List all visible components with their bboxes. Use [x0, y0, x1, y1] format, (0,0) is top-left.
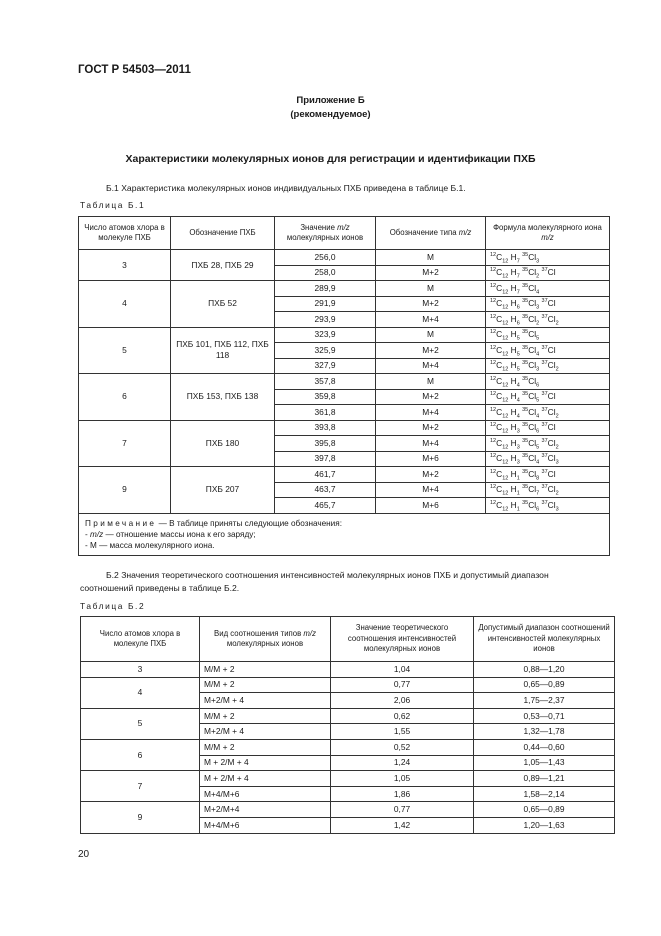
cell-allowed-range: 1,75—2,37: [474, 693, 615, 709]
cell-ion-formula: $^{12}C_{12}$ $H_7$ $^{35}Cl_4$: [486, 281, 610, 297]
cell-ratio-kind: M/M + 2: [200, 662, 331, 678]
cell-allowed-range: 1,32—1,78: [474, 724, 615, 740]
cell-chlorine-count: 9: [79, 467, 171, 514]
col-header-designation: Обозначение ПХБ: [171, 217, 275, 250]
col-header-range: Допустимый диапазон соотношений интенсивностей молекулярных ионов: [474, 617, 615, 662]
cell-theory-value: 1,24: [331, 755, 474, 771]
cell-ion-formula: $^{12}C_{12}$ $H_6$ $^{35}Cl_3$ $^{37}$Cl: [486, 296, 610, 312]
cell-ratio-kind: M+2/M+4: [200, 802, 331, 818]
cell-allowed-range: 0,44—0,60: [474, 739, 615, 755]
col-header-chlorine: Число атомов хлора в молекуле ПХБ: [79, 217, 171, 250]
cell-ion-formula: $^{12}C_{12}$ $H_3$ $^{35}Cl_4$ $^{37}Cl_3$: [486, 451, 610, 467]
appendix-title: Приложение Б: [296, 95, 365, 106]
col-header-formula: Формула молекулярного иона m/z: [486, 217, 610, 250]
cell-ratio-kind: M/M + 2: [200, 677, 331, 693]
cell-mz-value: 289,9: [275, 281, 376, 297]
cell-mz-value: 293,9: [275, 312, 376, 328]
cell-pcb-designation: ПХБ 28, ПХБ 29: [171, 250, 275, 281]
cell-ion-type: M+2: [376, 296, 486, 312]
cell-ion-formula: $^{12}C_{12}$ $H_7$ $^{35}Cl_2$ $^{37}$Cl: [486, 265, 610, 281]
cell-ion-formula: $^{12}C_{12}$ $H_4$ $^{35}Cl_6$: [486, 374, 610, 390]
cell-allowed-range: 0,53—0,71: [474, 708, 615, 724]
cell-theory-value: 0,52: [331, 739, 474, 755]
cell-ion-type: M: [376, 281, 486, 297]
table-row: [79, 327, 610, 343]
cell-allowed-range: 1,05—1,43: [474, 755, 615, 771]
cell-mz-value: 323,9: [275, 327, 376, 343]
cell-ratio-kind: M+2/M + 4: [200, 693, 331, 709]
table-row: [81, 662, 615, 678]
cell-ion-formula: $^{12}C_{12}$ $H_4$ $^{35}Cl_5$ $^{37}$Cl: [486, 389, 610, 405]
cell-allowed-range: 1,58—2,14: [474, 786, 615, 802]
cell-chlorine-count: 6: [79, 374, 171, 421]
cell-chlorine-count: 3: [79, 250, 171, 281]
cell-mz-value: 361,8: [275, 405, 376, 421]
cell-theory-value: 0,77: [331, 802, 474, 818]
cell-chlorine-count: 4: [81, 677, 200, 708]
cell-pcb-designation: ПХБ 52: [171, 281, 275, 328]
cell-pcb-designation: ПХБ 207: [171, 467, 275, 514]
cell-chlorine-count: 7: [79, 420, 171, 467]
cell-ion-formula: $^{12}C_{12}$ $H_1$ $^{35}Cl_7$ $^{37}Cl_2$: [486, 482, 610, 498]
table-b1-note: Примечание — В таблице приняты следующие обозначения: - m/z — отношение массы иона к его заряду; - M — масса молекулярного иона.: [79, 513, 610, 555]
cell-ion-formula: $^{12}C_{12}$ $H_1$ $^{35}Cl_8$ $^{37}$Cl: [486, 467, 610, 483]
cell-theory-value: 0,62: [331, 708, 474, 724]
cell-mz-value: 397,8: [275, 451, 376, 467]
table-b1-caption: Таблица Б.1: [80, 200, 146, 210]
table-row: [79, 250, 610, 266]
cell-ion-type: M: [376, 374, 486, 390]
cell-ion-type: M+2: [376, 420, 486, 436]
cell-mz-value: 327,9: [275, 358, 376, 374]
cell-ion-formula: $^{12}C_{12}$ $H_3$ $^{35}Cl_6$ $^{37}$Cl: [486, 420, 610, 436]
cell-ratio-kind: M + 2/M + 4: [200, 755, 331, 771]
cell-mz-value: 359,8: [275, 389, 376, 405]
cell-ion-type: M+4: [376, 436, 486, 452]
cell-chlorine-count: 5: [79, 327, 171, 374]
paragraph-b1: Б.1 Характеристика молекулярных ионов индивидуальных ПХБ приведена в таблице Б.1.: [106, 183, 466, 193]
cell-ion-formula: $^{12}C_{12}$ $H_5$ $^{35}Cl_3$ $^{37}Cl_2$: [486, 358, 610, 374]
cell-theory-value: 1,55: [331, 724, 474, 740]
cell-chlorine-count: 7: [81, 771, 200, 802]
cell-pcb-designation: ПХБ 153, ПХБ 138: [171, 374, 275, 421]
appendix-status: (рекомендуемое): [290, 109, 371, 120]
cell-ion-type: M+4: [376, 482, 486, 498]
cell-ion-type: M+2: [376, 343, 486, 359]
cell-mz-value: 258,0: [275, 265, 376, 281]
cell-chlorine-count: 9: [81, 802, 200, 833]
cell-mz-value: 325,9: [275, 343, 376, 359]
table-b2: [80, 616, 615, 834]
table-row: [79, 281, 610, 297]
page-number: 20: [78, 849, 90, 860]
cell-ion-formula: $^{12}C_{12}$ $H_4$ $^{35}Cl_4$ $^{37}Cl_2$: [486, 405, 610, 421]
cell-pcb-designation: ПХБ 101, ПХБ 112, ПХБ 118: [171, 327, 275, 374]
cell-chlorine-count: 6: [81, 739, 200, 770]
cell-chlorine-count: 5: [81, 708, 200, 739]
cell-theory-value: 0,77: [331, 677, 474, 693]
cell-mz-value: 461,7: [275, 467, 376, 483]
cell-ion-formula: $^{12}C_{12}$ $H_6$ $^{35}Cl_2$ $^{37}Cl_2$: [486, 312, 610, 328]
cell-ion-type: M+6: [376, 498, 486, 514]
cell-ion-type: M+4: [376, 358, 486, 374]
cell-theory-value: 1,04: [331, 662, 474, 678]
cell-ion-type: M+2: [376, 265, 486, 281]
cell-mz-value: 465,7: [275, 498, 376, 514]
cell-ion-formula: $^{12}C_{12}$ $H_1$ $^{35}Cl_6$ $^{37}Cl_3$: [486, 498, 610, 514]
table-row: [81, 708, 615, 724]
table-row: [79, 467, 610, 483]
cell-ratio-kind: M/M + 2: [200, 739, 331, 755]
cell-ratio-kind: M+4/M+6: [200, 786, 331, 802]
col-header-mz: Значение m/z молекулярных ионов: [275, 217, 376, 250]
paragraph-b2: Б.2 Значения теоретического соотношения интенсивностей молекулярных ионов ПХБ и допустимый диапазон соотношений приведены в таблице Б.2.: [80, 570, 549, 593]
cell-mz-value: 393,8: [275, 420, 376, 436]
cell-allowed-range: 0,88—1,20: [474, 662, 615, 678]
table-row: [79, 420, 610, 436]
table-row: [81, 771, 615, 787]
cell-mz-value: 357,8: [275, 374, 376, 390]
cell-ion-formula: $^{12}C_{12}$ $H_7$ $^{35}Cl_3$: [486, 250, 610, 266]
table-row: [81, 677, 615, 693]
cell-theory-value: 2,06: [331, 693, 474, 709]
cell-mz-value: 463,7: [275, 482, 376, 498]
table-b2-caption: Таблица Б.2: [80, 601, 146, 611]
table-row: [81, 802, 615, 818]
cell-ion-type: M+4: [376, 312, 486, 328]
cell-ion-type: M+2: [376, 467, 486, 483]
cell-mz-value: 291,9: [275, 296, 376, 312]
cell-ion-formula: $^{12}C_{12}$ $H_5$ $^{35}Cl_5$: [486, 327, 610, 343]
col-header-theory: Значение теоретического соотношения интенсивностей молекулярных ионов: [331, 617, 474, 662]
cell-ion-type: M+4: [376, 405, 486, 421]
cell-theory-value: 1,05: [331, 771, 474, 787]
cell-ion-type: M: [376, 327, 486, 343]
cell-chlorine-count: 4: [79, 281, 171, 328]
col-header-type: Обозначение типа m/z: [376, 217, 486, 250]
document-id: ГОСТ Р 54503—2011: [78, 64, 191, 76]
cell-theory-value: 1,86: [331, 786, 474, 802]
col-header-chlorine: Число атомов хлора в молекуле ПХБ: [81, 617, 200, 662]
cell-ion-type: M+2: [376, 389, 486, 405]
cell-ratio-kind: M/M + 2: [200, 708, 331, 724]
section-heading: Характеристики молекулярных ионов для регистрации и идентификации ПХБ: [125, 153, 536, 165]
cell-allowed-range: 0,65—0,89: [474, 677, 615, 693]
cell-theory-value: 1,42: [331, 817, 474, 833]
cell-mz-value: 256,0: [275, 250, 376, 266]
cell-ratio-kind: M + 2/M + 4: [200, 771, 331, 787]
cell-ratio-kind: M+4/M+6: [200, 817, 331, 833]
cell-ratio-kind: M+2/M + 4: [200, 724, 331, 740]
cell-allowed-range: 0,89—1,21: [474, 771, 615, 787]
col-header-ratio-kind: Вид соотношения типов m/z молекулярных ионов: [200, 617, 331, 662]
table-row: [79, 374, 610, 390]
cell-pcb-designation: ПХБ 180: [171, 420, 275, 467]
table-b1: [78, 216, 610, 556]
cell-ion-formula: $^{12}C_{12}$ $H_3$ $^{35}Cl_5$ $^{37}Cl_2$: [486, 436, 610, 452]
cell-mz-value: 395,8: [275, 436, 376, 452]
cell-ion-type: M: [376, 250, 486, 266]
cell-allowed-range: 0,65—0,89: [474, 802, 615, 818]
cell-chlorine-count: 3: [81, 662, 200, 678]
cell-ion-type: M+6: [376, 451, 486, 467]
cell-allowed-range: 1,20—1,63: [474, 817, 615, 833]
table-row: [81, 739, 615, 755]
cell-ion-formula: $^{12}C_{12}$ $H_5$ $^{35}Cl_4$ $^{37}$Cl: [486, 343, 610, 359]
